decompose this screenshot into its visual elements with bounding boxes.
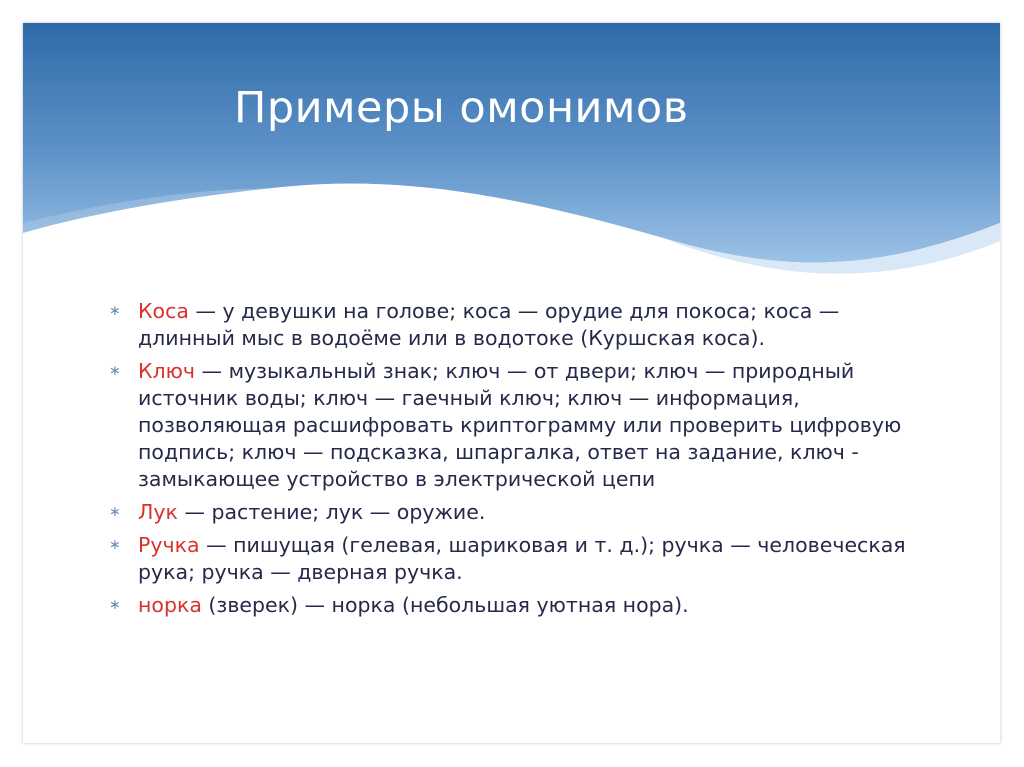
term: Коса [138, 299, 189, 323]
term: Ручка [138, 533, 200, 557]
homonym-list [109, 298, 929, 625]
term: Лук [138, 500, 178, 524]
list-item [109, 298, 929, 352]
list-item [109, 499, 929, 526]
definition: (зверек) — норка (небольшая уютная нора). [201, 593, 689, 617]
bullet-icon: ∗ [109, 537, 121, 553]
list-item [109, 592, 929, 619]
definition: — у девушки на голове; коса — орудие для покоса; коса — длинный мыс в водоёме или в водотоке (Куршская коса). [138, 299, 840, 350]
definition: — музыкальный знак; ключ — от двери; ключ — природный источник воды; ключ — гаечный ключ; ключ — информация, позволяющая расшифровать криптограмму или проверить цифровую подпись; ключ — подсказка, шпаргалка, ответ на задание, ключ - замыкающее устройство в электрической цепи [138, 359, 902, 491]
slide-title: Примеры омонимов [234, 83, 689, 133]
bullet-icon: ∗ [109, 363, 121, 379]
bullet-icon: ∗ [109, 597, 121, 613]
term: Ключ [138, 359, 196, 383]
header-wave-background [23, 23, 1000, 313]
term: норка [138, 593, 202, 617]
bullet-icon: ∗ [109, 303, 121, 319]
list-item [109, 358, 929, 493]
list-item [109, 532, 929, 586]
definition: — растение; лук — оружие. [177, 500, 486, 524]
slide [23, 23, 1000, 743]
definition: — пишущая (гелевая, шариковая и т. д.); ручка — человеческая рука; ручка — дверная ручка. [138, 533, 906, 584]
bullet-icon: ∗ [109, 504, 121, 520]
